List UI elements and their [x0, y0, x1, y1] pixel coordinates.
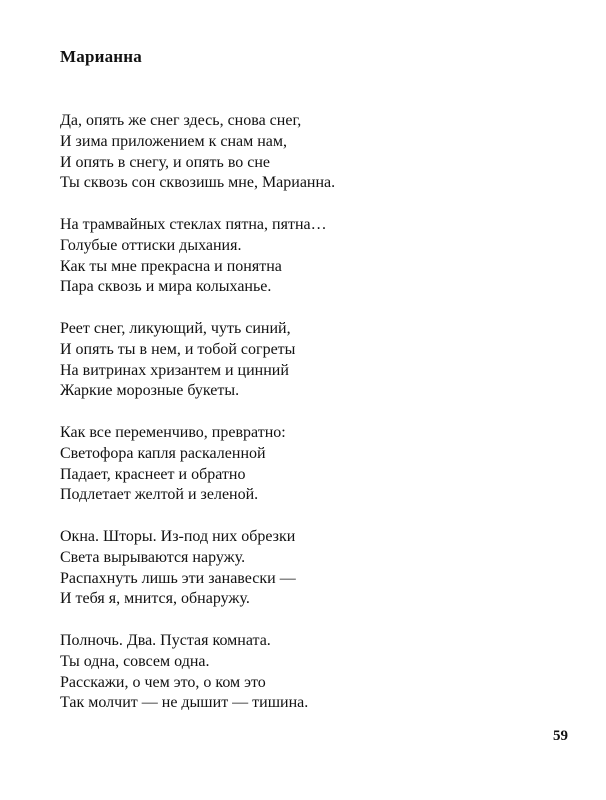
stanza — [60, 423, 560, 506]
poem-line: Так молчит — не дышит — тишина. — [60, 694, 309, 712]
poem-line: Реет снег, ликующий, чуть синий, — [60, 319, 291, 337]
stanza — [60, 527, 560, 610]
poem-line: Пара сквозь и мира колыханье. — [60, 278, 272, 296]
poem-line: Света вырываются наружу. — [60, 548, 246, 566]
poem-line: Ты сквозь сон сквозишь мне, Марианна. — [60, 174, 336, 192]
poem-line: Жаркие морозные букеты. — [60, 382, 240, 400]
poem-line: Ты одна, совсем одна. — [60, 652, 210, 670]
poem-line: Подлетает желтой и зеленой. — [60, 486, 259, 504]
poem-line: Распахнуть лишь эти занавески — — [60, 569, 296, 587]
poem-line: Окна. Шторы. Из-под них обрезки — [60, 527, 296, 545]
page-number: 59 — [553, 728, 568, 744]
poem-line: Полночь. Два. Пустая комната. — [60, 631, 271, 649]
stanza — [60, 215, 560, 298]
poem-line: Падает, краснеет и обратно — [60, 465, 246, 483]
poem-line: И зима приложением к снам нам, — [60, 132, 288, 150]
poem-line: На трамвайных стеклах пятна, пятна… — [60, 215, 327, 233]
poem-title: Марианна — [60, 47, 142, 66]
poem-line: На витринах хризантем и цинний — [60, 361, 289, 379]
poem-line: Голубые оттиски дыхания. — [60, 236, 242, 254]
poem-line: Светофора капля раскаленной — [60, 444, 266, 462]
poem-line: Как ты мне прекрасна и понятна — [60, 257, 282, 275]
poem-body — [60, 111, 560, 735]
poem-line: И тебя я, мнится, обнаружу. — [60, 590, 250, 608]
stanza — [60, 319, 560, 402]
poem-line: И опять в снегу, и опять во сне — [60, 153, 271, 171]
stanza — [60, 631, 560, 714]
poem-line: Как все переменчиво, превратно: — [60, 423, 286, 441]
stanza — [60, 111, 560, 194]
poem-line: Расскажи, о чем это, о ком это — [60, 673, 266, 691]
poem-line: И опять ты в нем, и тобой согреты — [60, 340, 296, 358]
poem-line: Да, опять же снег здесь, снова снег, — [60, 112, 302, 129]
